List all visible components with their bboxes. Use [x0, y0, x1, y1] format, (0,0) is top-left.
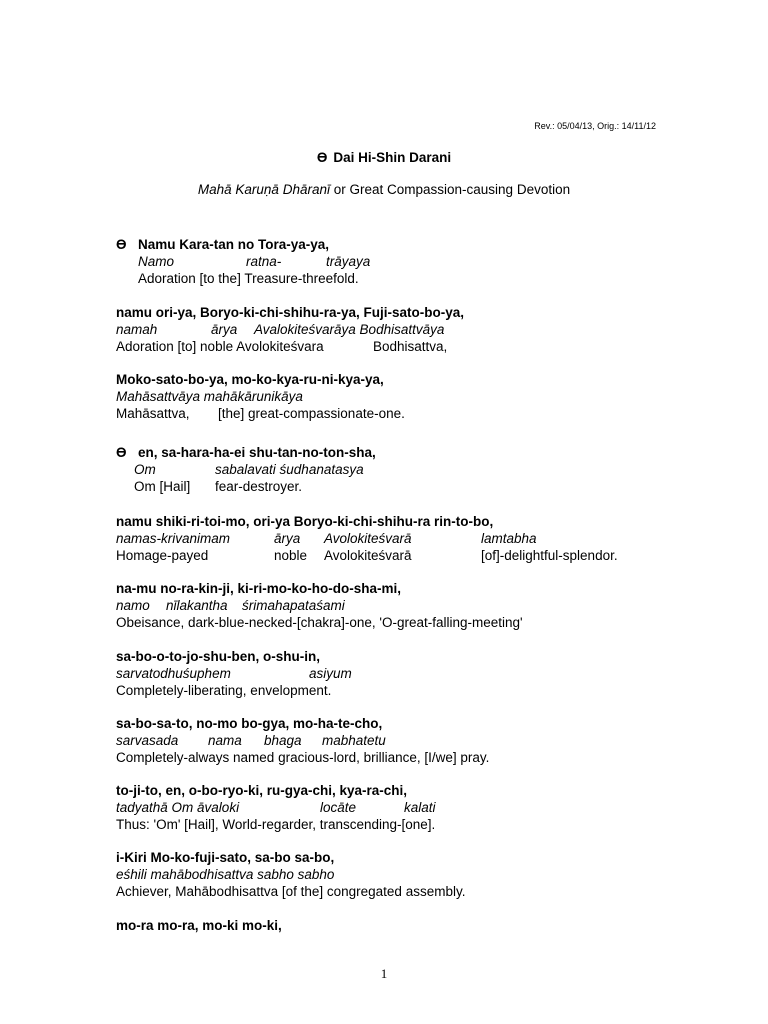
chant-text: mo-ra mo-ra, mo-ki mo-ki,: [116, 918, 282, 933]
verse-8: [116, 715, 696, 766]
translation-line: [116, 682, 696, 699]
verse-11: [116, 917, 696, 934]
verse-5: [116, 513, 696, 564]
translation-line: [116, 883, 696, 900]
translation-line: [116, 547, 696, 564]
chant-text: namu ori-ya, Boryo-ki-chi-shihu-ra-ya, Fuji-sato-bo-ya,: [116, 305, 465, 320]
chant-line: [116, 715, 696, 732]
translation-text: Achiever, Mahābodhisattva [of the] congregated assembly.: [116, 884, 466, 899]
verse-2: [116, 304, 696, 355]
translation-text: Obeisance, dark-blue-necked-[chakra]-one, 'O-great-falling-meeting': [116, 615, 523, 630]
translation-line: [116, 816, 696, 833]
sanskrit-word: locāte: [320, 800, 357, 815]
translation-text: [the] great-compassionate-one.: [218, 406, 405, 421]
translation-line: [116, 749, 696, 766]
chant-line: [116, 648, 696, 665]
chant-text: Namu Kara-tan no Tora-ya-ya,: [138, 237, 330, 252]
dharma-symbol-icon: ϴ: [116, 237, 127, 252]
sanskrit-word: sarvasada: [116, 733, 179, 748]
sanskrit-word: Avolokiteśvarā: [324, 531, 412, 546]
sanskrit-word: nīlakantha: [166, 598, 228, 613]
translation-text: Homage-payed: [116, 548, 209, 563]
sanskrit-word: Om: [134, 462, 156, 477]
verse-6: [116, 580, 696, 631]
page-title: [0, 150, 768, 165]
chant-line: [116, 513, 696, 530]
translation-text: Om [Hail]: [134, 479, 191, 494]
sanskrit-word: śrimahapataśami: [242, 598, 345, 613]
translation-text: Thus: 'Om' [Hail], World-regarder, transcending-[one].: [116, 817, 436, 832]
translation-text: fear-destroyer.: [215, 479, 303, 494]
verse-7: [116, 648, 696, 699]
sanskrit-word: tadyathā Om āvaloki: [116, 800, 240, 815]
chant-line: [116, 371, 696, 388]
translation-text: Completely-liberating, envelopment.: [116, 683, 332, 698]
translation-text: [of]-delightful-splendor.: [481, 548, 618, 563]
sanskrit-word: ārya: [211, 322, 238, 337]
sanskrit-word: ratna-: [246, 254, 282, 269]
revision-date: Rev.: 05/04/13, Orig.: 14/11/12: [534, 121, 656, 131]
sanskrit-line: [116, 530, 696, 547]
sanskrit-word: bhaga: [264, 733, 302, 748]
translation-text: noble: [274, 548, 308, 563]
chant-line: [116, 782, 696, 799]
translation-line: [116, 478, 696, 495]
sanskrit-word: sarvatodhuśuphem: [116, 666, 231, 681]
sanskrit-word: eśhili mahābodhisattva sabho sabho: [116, 867, 335, 882]
sanskrit-word: namah: [116, 322, 158, 337]
dharma-symbol-icon: ϴ: [316, 150, 328, 165]
translation-text: Avolokiteśvarā: [324, 548, 412, 563]
sanskrit-line: [116, 866, 696, 883]
translation-line: [116, 338, 696, 355]
dharma-symbol-icon: ϴ: [116, 445, 127, 460]
chant-text: namu shiki-ri-toi-mo, ori-ya Boryo-ki-chi-shihu-ra rin-to-bo,: [116, 514, 494, 529]
subtitle-english: or Great Compassion-causing Devotion: [329, 182, 571, 197]
sanskrit-word: ārya: [274, 531, 301, 546]
chant-line: [116, 304, 696, 321]
subtitle-sanskrit: Mahā Karuṇā Dhāranī: [197, 182, 330, 197]
verse-10: [116, 849, 696, 900]
page-number: 1: [380, 966, 388, 981]
translation-line: [116, 405, 696, 422]
sanskrit-word: namas-krivanimam: [116, 531, 231, 546]
chant-line: [116, 849, 696, 866]
sanskrit-word: nama: [208, 733, 242, 748]
verse-1: [116, 236, 696, 287]
translation-text: Mahāsattva,: [116, 406, 190, 421]
sanskrit-word: asiyum: [309, 666, 352, 681]
translation-line: [116, 614, 696, 631]
sanskrit-line: [116, 253, 696, 270]
chant-line: [116, 444, 696, 461]
sanskrit-word: Mahāsattvāya mahākārunikāya: [116, 389, 303, 404]
sanskrit-word: kalati: [404, 800, 436, 815]
sanskrit-word: Avalokiteśvarāya Bodhisattvāya: [254, 322, 445, 337]
chant-line: [116, 580, 696, 597]
chant-text: sa-bo-o-to-jo-shu-ben, o-shu-in,: [116, 649, 320, 664]
chant-text: na-mu no-ra-kin-ji, ki-ri-mo-ko-ho-do-sha-mi,: [116, 581, 401, 596]
verse-9: [116, 782, 696, 833]
sanskrit-line: [116, 799, 696, 816]
page-subtitle: [0, 182, 768, 197]
translation-text: Adoration [to the] Treasure-threefold.: [138, 271, 359, 286]
translation-text: Adoration [to] noble Avolokiteśvara: [116, 339, 324, 354]
chant-line: [116, 917, 696, 934]
sanskrit-word: Namo: [138, 254, 175, 269]
sanskrit-line: [116, 597, 696, 614]
sanskrit-word: sabalavati śudhanatasya: [215, 462, 364, 477]
sanskrit-line: [116, 732, 696, 749]
chant-text: en, sa-hara-ha-ei shu-tan-no-ton-sha,: [138, 445, 376, 460]
sanskrit-word: mabhatetu: [322, 733, 386, 748]
chant-text: i-Kiri Mo-ko-fuji-sato, sa-bo sa-bo,: [116, 850, 335, 865]
translation-text: Bodhisattva,: [373, 339, 448, 354]
chant-text: Moko-sato-bo-ya, mo-ko-kya-ru-ni-kya-ya,: [116, 372, 384, 387]
verse-4: [116, 444, 696, 495]
verse-3: [116, 371, 696, 422]
title-text: Dai Hi-Shin Darani: [333, 150, 452, 165]
translation-text: Completely-always named gracious-lord, brilliance, [I/we] pray.: [116, 750, 490, 765]
sanskrit-line: [116, 321, 696, 338]
chant-text: to-ji-to, en, o-bo-ryo-ki, ru-gya-chi, kya-ra-chi,: [116, 783, 408, 798]
sanskrit-word: namo: [116, 598, 150, 613]
sanskrit-word: lamtabha: [481, 531, 537, 546]
sanskrit-word: trāyaya: [326, 254, 371, 269]
chant-line: [116, 236, 696, 253]
sanskrit-line: [116, 388, 696, 405]
chant-text: sa-bo-sa-to, no-mo bo-gya, mo-ha-te-cho,: [116, 716, 383, 731]
sanskrit-line: [116, 665, 696, 682]
sanskrit-line: [116, 461, 696, 478]
translation-line: [116, 270, 696, 287]
